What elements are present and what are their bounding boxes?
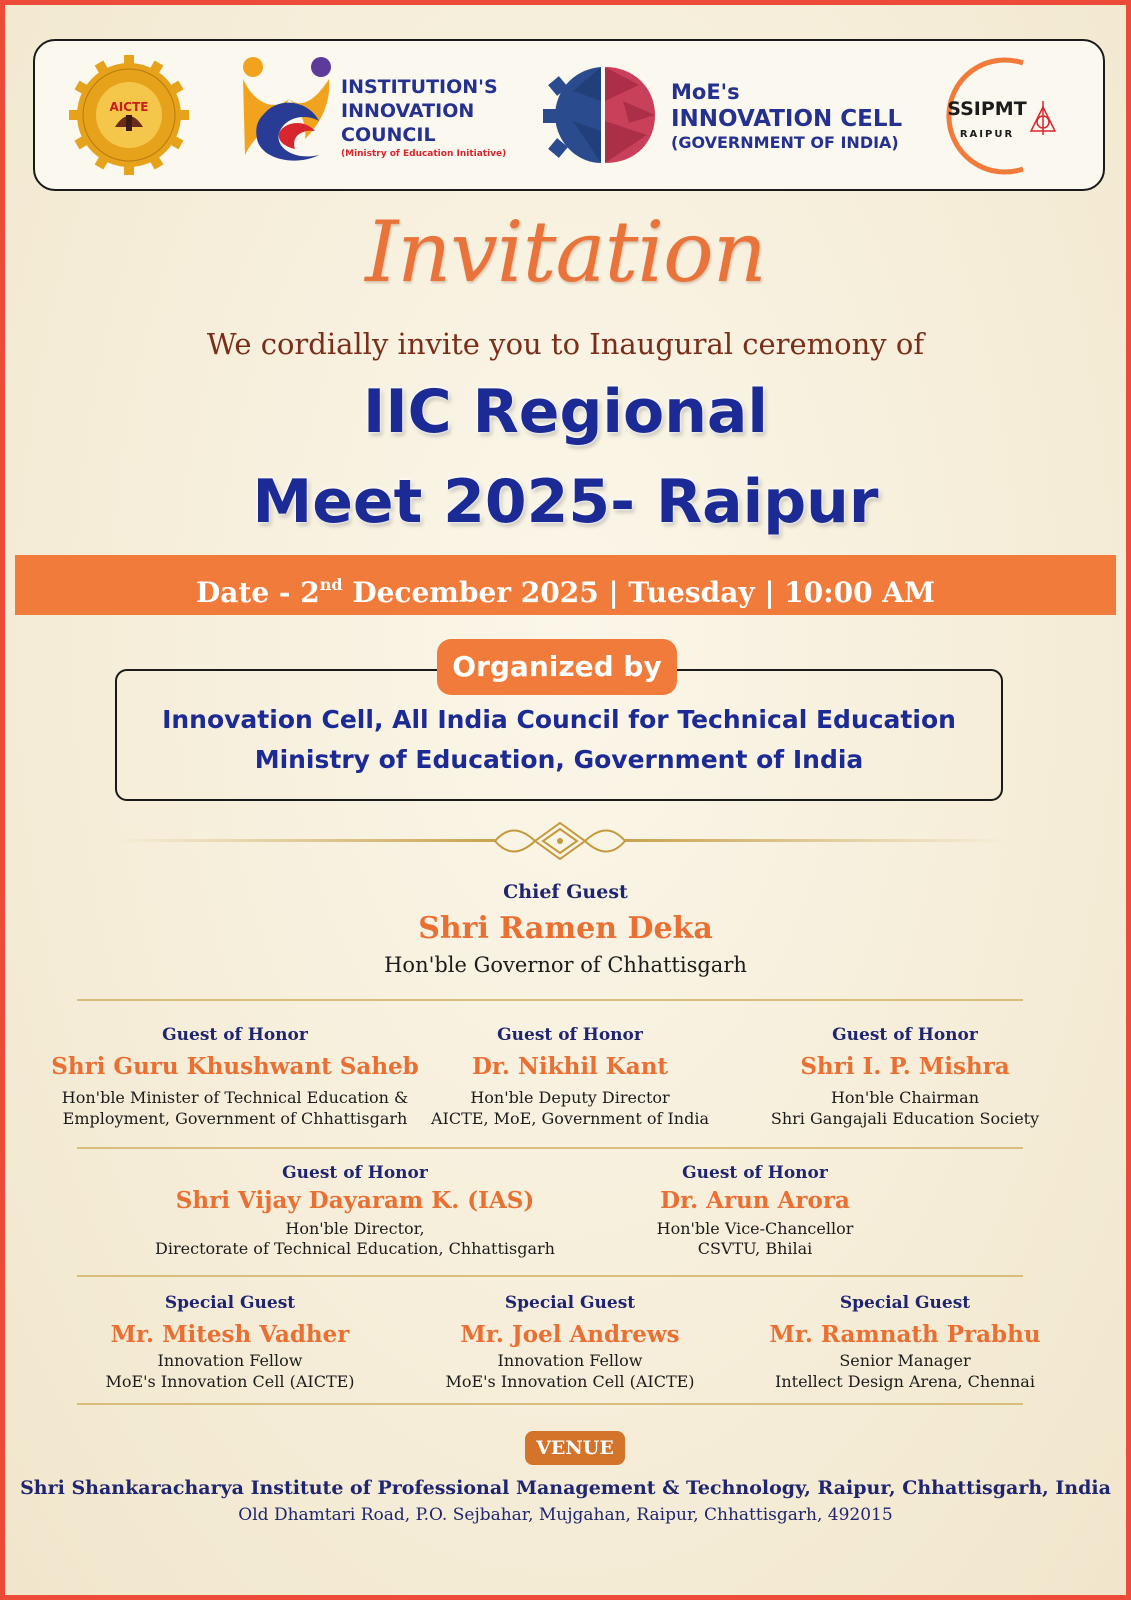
date-ordinal: nd [319,575,343,594]
invitation-lead: We cordially invite you to Inaugural ceremony of [206,327,925,361]
guest-card [125,1163,585,1263]
ssipmt-name: SSIPMT [947,98,1027,120]
guest-desc-2: MoE's Innovation Cell (AICTE) [445,1372,695,1391]
guest-name: Shri I. P. Mishra [800,1053,1010,1080]
chief-guest-name: Shri Ramen Deka [418,911,713,946]
guest-name: Dr. Nikhil Kant [471,1053,669,1080]
guest-role: Guest of Honor [497,1025,643,1045]
ornamental-divider [115,821,1005,861]
guest-card [405,1025,735,1135]
event-title-line-1: IIC Regional [363,377,768,447]
guest-role: Special Guest [839,1293,971,1313]
moe-line-2: INNOVATION CELL [671,106,903,132]
iic-line-2: INNOVATION [341,100,475,122]
chief-guest-role: Chief Guest [503,881,628,903]
guest-role: Guest of Honor [282,1163,428,1183]
venue-line-2: Old Dhamtari Road, P.O. Sejbahar, Mujgahan, Raipur, Chhattisgarh, 492015 [238,1505,893,1525]
divider-4 [77,1403,1023,1405]
guest-role: Special Guest [504,1293,636,1313]
guest-card [585,1163,925,1263]
guest-name: Mr. Joel Andrews [460,1321,680,1348]
guest-desc-2: MoE's Innovation Cell (AICTE) [105,1372,355,1391]
venue-label: VENUE [525,1431,625,1465]
guest-card [45,1025,425,1135]
guest-name: Mr. Ramnath Prabhu [769,1321,1041,1348]
guest-desc-1: Innovation Fellow [497,1351,643,1370]
ssipmt-city: RAIPUR [959,129,1015,140]
event-title-line-2: Meet 2025- Raipur [252,467,879,537]
organizer-line-2: Ministry of Education, Government of India [254,745,864,774]
guest-card [735,1025,1075,1135]
aicte-logo [69,55,189,175]
organizer-line-1: Innovation Cell, All India Council for Technical Education [162,705,956,734]
moe-innovation-cell-icon [543,61,663,169]
logo-header [33,39,1105,191]
guest-role: Guest of Honor [682,1163,828,1183]
guest-card [405,1293,735,1393]
guest-name: Shri Vijay Dayaram K. (IAS) [175,1187,535,1214]
guest-card [65,1293,395,1393]
moe-line-3: (GOVERNMENT OF INDIA) [671,133,899,152]
date-prefix: Date - 2 [195,576,320,609]
guest-role: Special Guest [164,1293,296,1313]
moe-logo-text [671,79,902,153]
guest-role: Guest of Honor [162,1025,308,1045]
guest-desc-1: Innovation Fellow [157,1351,303,1370]
iic-line-3: COUNCIL [341,124,436,146]
divider-1 [77,999,1023,1001]
iic-subtitle: (Ministry of Education Initiative) [341,149,507,159]
organized-by-label: Organized by [437,639,677,695]
guest-name: Mr. Mitesh Vadher [110,1321,350,1348]
guest-name: Dr. Arun Arora [660,1187,850,1214]
guest-desc-2: AICTE, MoE, Government of India [430,1109,709,1128]
invitation-heading: Invitation [365,203,766,301]
guest-card [735,1293,1075,1393]
moe-line-1: MoE's [671,80,740,104]
iic-logo-icon [235,55,335,165]
chief-guest-desc: Hon'ble Governor of Chhattisgarh [384,953,747,977]
divider-3 [77,1275,1023,1277]
guest-desc-1: Senior Manager [839,1351,971,1370]
guest-role: Guest of Honor [832,1025,978,1045]
guest-desc-2: Employment, Government of Chhattisgarh [62,1109,408,1128]
guest-desc-1: Hon'ble Chairman [830,1088,980,1107]
venue-line-1: Shri Shankaracharya Institute of Professional Management & Technology, Raipur, Chhattisgarh, India [20,1477,1111,1499]
aicte-label: AICTE [109,100,149,114]
date-details: December 2025 | Tuesday | 10:00 AM [342,576,936,609]
guest-desc-2: CSVTU, Bhilai [697,1239,813,1258]
guest-desc-2: Intellect Design Arena, Chennai [775,1372,1035,1391]
guest-name: Shri Guru Khushwant Saheb [51,1053,419,1080]
date-banner [15,555,1116,615]
guest-desc-1: Hon'ble Deputy Director [470,1088,670,1107]
iic-line-1: INSTITUTION'S [341,76,498,98]
iic-logo-text [341,75,506,161]
divider-2 [77,1147,1023,1149]
guest-desc-2: Shri Gangajali Education Society [770,1109,1040,1128]
guest-desc-1: Hon'ble Minister of Technical Education & [61,1088,409,1107]
ssipmt-logo [923,57,1073,175]
guest-desc-1: Hon'ble Vice-Chancellor [656,1219,854,1238]
guest-desc-1: Hon'ble Director, [285,1219,425,1238]
guest-desc-2: Directorate of Technical Education, Chhattisgarh [155,1239,555,1258]
